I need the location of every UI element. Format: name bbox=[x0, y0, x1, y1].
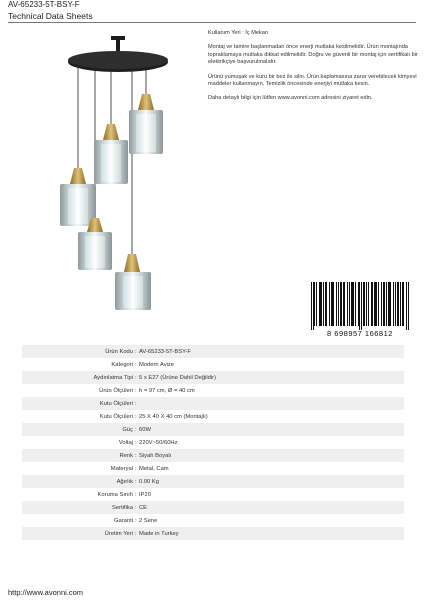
spec-value: 0.00 Kg bbox=[139, 478, 159, 485]
spec-value: Metal, Cam bbox=[139, 465, 169, 472]
spec-separator: : bbox=[135, 426, 137, 433]
barcode-bar bbox=[371, 282, 372, 326]
barcode-bar bbox=[398, 282, 399, 326]
spec-label: Ürün Ölçüleri bbox=[99, 387, 133, 394]
barcode-bar bbox=[403, 282, 404, 326]
spec-separator: : bbox=[135, 387, 137, 394]
spec-row bbox=[22, 462, 404, 475]
header-divider bbox=[8, 22, 416, 23]
barcode-bars bbox=[311, 282, 409, 330]
barcode-bar bbox=[323, 282, 324, 326]
barcode-bar bbox=[311, 282, 312, 330]
spec-separator: : bbox=[135, 517, 137, 524]
barcode-bar bbox=[347, 282, 348, 326]
spec-row bbox=[22, 371, 404, 384]
barcode-bar bbox=[368, 282, 369, 326]
spec-separator: : bbox=[135, 504, 137, 511]
barcode-bar bbox=[376, 282, 377, 326]
barcode-bar bbox=[402, 282, 403, 326]
spec-value: h = 97 cm, Ø = 40 cm bbox=[139, 387, 195, 394]
spec-separator: : bbox=[135, 374, 137, 381]
spec-row bbox=[22, 449, 404, 462]
barcode-bar bbox=[341, 282, 342, 326]
barcode-bar bbox=[355, 282, 356, 326]
cleaning-instructions: Ürünü yumuşak ve kuru bir bez ile silin. Ürün kaplamasına zarar verebilecek kimyevi maddeler kullanmayın. Temizlik öncesinde enerjiyi mutlaka kesin. bbox=[208, 73, 417, 88]
spec-separator: : bbox=[135, 452, 137, 459]
barcode-bar bbox=[319, 282, 320, 326]
barcode-bar bbox=[331, 282, 332, 326]
barcode-bar bbox=[390, 282, 391, 326]
barcode-bar bbox=[361, 282, 362, 330]
barcode-bar bbox=[375, 282, 376, 326]
spec-row bbox=[22, 384, 404, 397]
spec-separator: : bbox=[135, 400, 137, 407]
barcode-bar bbox=[389, 282, 390, 326]
barcode-bar bbox=[388, 282, 389, 326]
barcode-bar bbox=[386, 282, 387, 326]
barcode-bar bbox=[397, 282, 398, 326]
barcode-bar bbox=[352, 282, 353, 326]
footer-url[interactable]: http://www.avonni.com bbox=[8, 588, 84, 597]
spec-separator: : bbox=[135, 348, 137, 355]
installation-warning: Montaj ve tamire başlanmadan önce enerji mutlaka kesilmelidir. Ürün montajında topraklamaya mutlaka dikkat edilmelidir. Doğru ve güvenli bir montaj için sertifikalı bir elektrikçiye başvurulmalıdır. bbox=[208, 44, 418, 66]
product-image bbox=[40, 28, 190, 318]
barcode bbox=[308, 280, 412, 338]
barcode-bar bbox=[374, 282, 375, 326]
barcode-bar bbox=[340, 282, 341, 326]
spec-value: IP20 bbox=[139, 491, 151, 498]
spec-label: Üretim Yeri bbox=[104, 530, 133, 537]
spec-label: Ürün Kodu bbox=[105, 348, 133, 355]
barcode-bar bbox=[408, 282, 409, 330]
spec-label: Kutu Ölçüleri bbox=[99, 400, 133, 407]
spec-label: Voltaj bbox=[118, 439, 133, 446]
barcode-bar bbox=[372, 282, 373, 326]
spec-value: Modern Avize bbox=[139, 361, 175, 368]
barcode-bar bbox=[325, 282, 326, 326]
spec-value: 5 x E27 (Ürüne Dahil Değildir) bbox=[139, 374, 217, 381]
spec-label: Sertifika bbox=[112, 504, 133, 511]
spec-separator: : bbox=[135, 478, 137, 485]
barcode-bar bbox=[364, 282, 365, 326]
spec-row bbox=[22, 345, 404, 358]
spec-row bbox=[22, 410, 404, 423]
spec-label: Garanti bbox=[113, 517, 133, 524]
spec-row bbox=[22, 423, 404, 436]
barcode-bar bbox=[400, 282, 401, 326]
spec-value: AV-65233-5T-BSY-F bbox=[139, 348, 191, 355]
spec-label: Renk bbox=[119, 452, 133, 459]
spec-separator: : bbox=[135, 491, 137, 498]
spec-value: 25 X 40 X 40 cm (Montajlı) bbox=[139, 413, 208, 420]
barcode-bar bbox=[351, 282, 352, 326]
barcode-bar bbox=[329, 282, 330, 326]
spec-separator: : bbox=[135, 361, 137, 368]
spec-row bbox=[22, 514, 404, 527]
barcode-bar bbox=[384, 282, 385, 326]
spec-row bbox=[22, 475, 404, 488]
barcode-bar bbox=[320, 282, 321, 326]
barcode-bar bbox=[406, 282, 407, 330]
document-title: Technical Data Sheets bbox=[8, 11, 93, 21]
spec-row bbox=[22, 527, 404, 540]
usage-text: Kullanım Yeri : İç Mekan bbox=[208, 30, 269, 36]
spec-row bbox=[22, 436, 404, 449]
spec-label: Ağırlık bbox=[116, 478, 133, 485]
spec-label: Aydınlatma Tipi bbox=[93, 374, 133, 381]
barcode-bar bbox=[344, 282, 345, 326]
barcode-bar bbox=[395, 282, 396, 326]
spec-separator: : bbox=[135, 439, 137, 446]
website-note: Daha detaylı bilgi için lütfen www.avonni.com adresini ziyaret edin. bbox=[208, 95, 373, 102]
spec-label: Koruma Sınıfı bbox=[97, 491, 133, 498]
barcode-bar bbox=[359, 282, 360, 330]
barcode-bar bbox=[333, 282, 334, 326]
barcode-bar bbox=[336, 282, 337, 326]
barcode-bar bbox=[316, 282, 317, 326]
barcode-bar bbox=[383, 282, 384, 326]
spec-row bbox=[22, 397, 404, 410]
barcode-number: 8 698957 166812 bbox=[327, 329, 393, 338]
barcode-bar bbox=[332, 282, 333, 326]
barcode-bar bbox=[314, 282, 315, 326]
spec-row bbox=[22, 501, 404, 514]
barcode-bar bbox=[358, 282, 359, 326]
product-code-header: AV-65233-5T-BSY-F bbox=[8, 0, 80, 9]
spec-value: 60W bbox=[139, 426, 151, 433]
barcode-bar bbox=[313, 282, 314, 330]
barcode-bar bbox=[353, 282, 354, 326]
barcode-bar bbox=[378, 282, 379, 326]
barcode-bar bbox=[321, 282, 322, 326]
spec-row bbox=[22, 358, 404, 371]
spec-label: Kategori bbox=[111, 361, 133, 368]
barcode-bar bbox=[338, 282, 339, 326]
spec-label: Güç bbox=[122, 426, 133, 433]
spec-row bbox=[22, 488, 404, 501]
barcode-bar bbox=[343, 282, 344, 326]
spec-table bbox=[22, 345, 404, 540]
barcode-bar bbox=[326, 282, 327, 326]
barcode-bar bbox=[366, 282, 367, 326]
spec-value: Made in Turkey bbox=[139, 530, 179, 537]
spec-separator: : bbox=[135, 465, 137, 472]
barcode-bar bbox=[381, 282, 382, 326]
barcode-bar bbox=[349, 282, 350, 326]
spec-label: Kutu Ölçüleri bbox=[99, 413, 133, 420]
barcode-bar bbox=[363, 282, 364, 326]
spec-separator: : bbox=[135, 530, 137, 537]
product-info bbox=[208, 30, 418, 110]
barcode-bar bbox=[393, 282, 394, 326]
spec-separator: : bbox=[135, 413, 137, 420]
spec-value: 2 Sene bbox=[139, 517, 158, 524]
spec-value: CE bbox=[139, 504, 148, 511]
spec-label: Materyal bbox=[110, 465, 133, 472]
spec-value: 220V~50/60Hz bbox=[139, 439, 178, 446]
spec-value: Siyah Boyalı bbox=[139, 452, 172, 459]
